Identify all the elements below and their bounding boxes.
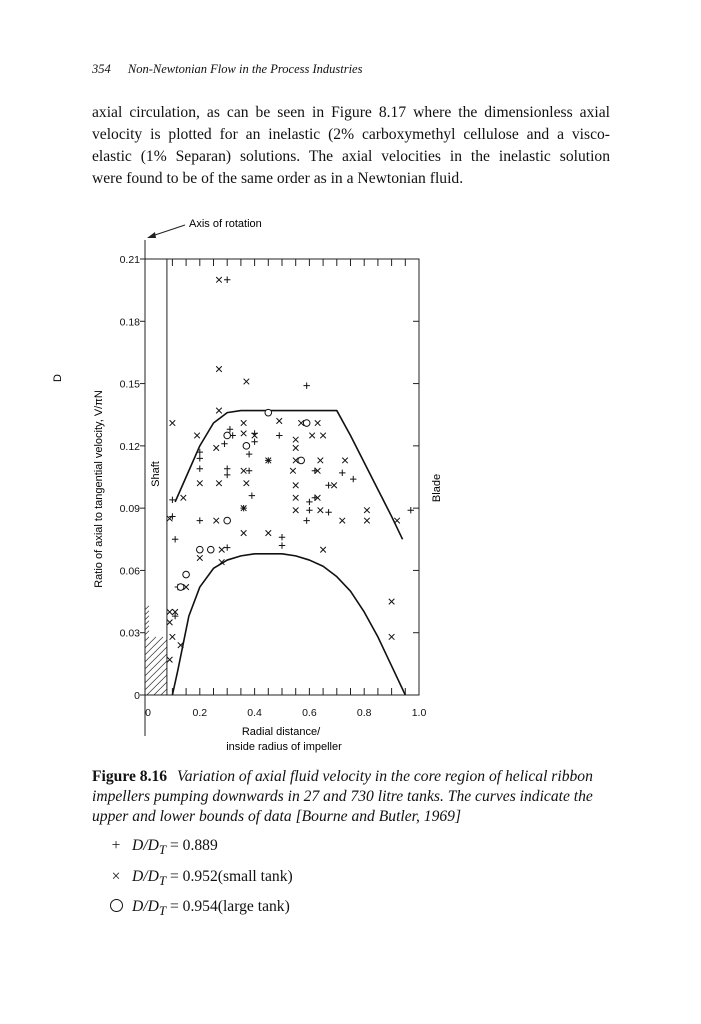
cross-marker: [293, 437, 299, 443]
arrowhead-icon: [147, 232, 156, 238]
cross-marker: [216, 480, 222, 486]
running-header: [92, 62, 362, 77]
hatch-line: [161, 689, 167, 695]
circle-marker: [177, 584, 184, 591]
bound-curve: [172, 554, 405, 695]
hatch-line: [145, 647, 167, 669]
plus-marker: [224, 465, 230, 471]
plus-marker: [224, 472, 230, 478]
figure-caption: [92, 767, 612, 827]
hatch-line: [145, 611, 149, 615]
y-axis-label: Ratio of axial to tangential velocity, V/πN: [93, 390, 105, 588]
blade-label: Blade: [431, 473, 443, 503]
legend-item-circle: [106, 898, 290, 919]
cross-marker: [244, 480, 250, 486]
x-axis-label-line-2: inside radius of impeller: [226, 741, 342, 753]
circle-marker: [224, 517, 231, 524]
x-tick-label: 0.6: [302, 707, 317, 719]
shaft-hatch: [145, 606, 167, 695]
caption-label: Figure 8.16: [92, 768, 168, 785]
hatch-line: [145, 621, 149, 625]
paragraph-line: were found to be of the same order as in a Newtonian fluid.: [92, 170, 464, 187]
hatch-line: [145, 637, 163, 655]
cross-marker: [197, 555, 203, 561]
cross-marker: [293, 483, 299, 489]
cross-marker: [342, 458, 348, 464]
x-axis-label-line-1: Radial distance/: [241, 726, 321, 738]
legend-label: D/D: [132, 898, 159, 915]
circle-marker: [265, 409, 272, 416]
axis-of-rotation-label: Axis of rotation: [189, 218, 262, 230]
plus-icon: +: [111, 837, 121, 854]
cross-marker: [170, 420, 176, 426]
cross-marker: [219, 547, 225, 553]
cross-marker: [339, 518, 345, 524]
body-paragraph: [92, 102, 610, 190]
figure-chart: [0, 200, 701, 760]
hatch-line: [145, 626, 149, 630]
cross-marker: [244, 379, 250, 385]
plus-marker: [303, 517, 309, 523]
cross-marker: [293, 445, 299, 451]
plus-marker: [224, 277, 230, 283]
cross-marker: [309, 433, 315, 439]
plus-marker: [249, 492, 255, 498]
cross-icon: ×: [111, 868, 121, 885]
cross-marker: [389, 634, 395, 640]
legend-subscript: T: [158, 873, 167, 889]
circle-icon: [106, 898, 126, 916]
cross-marker: [216, 408, 222, 414]
cross-marker: [194, 433, 200, 439]
plus-marker: [197, 517, 203, 523]
cross-marker: [170, 634, 176, 640]
cross-marker: [293, 507, 299, 513]
hatch-line: [145, 606, 149, 610]
plus-marker: [276, 432, 282, 438]
y-tick-label: 0: [134, 690, 140, 702]
page-number: 354: [92, 62, 111, 76]
cross-marker: [181, 495, 187, 501]
y-tick-label: 0.03: [119, 627, 140, 640]
bound-curve: [175, 411, 402, 540]
cross-marker: [266, 530, 272, 536]
plus-marker: [251, 439, 257, 445]
y-tick-label: 0.12: [119, 440, 140, 453]
plus-marker: [227, 426, 233, 432]
plus-marker: [325, 482, 331, 488]
cross-marker: [167, 657, 173, 663]
bound-curves: [172, 411, 405, 695]
running-title: Non-Newtonian Flow in the Process Industries: [127, 62, 363, 76]
x-tick-label: 0.8: [356, 707, 372, 719]
data-markers: [167, 277, 414, 663]
legend-value: = 0.954(large tank): [166, 898, 290, 915]
plus-marker: [350, 476, 356, 482]
cross-marker: [315, 420, 321, 426]
y-tick-label: 0.15: [119, 378, 140, 391]
plus-marker: [172, 536, 178, 542]
cross-marker: [320, 547, 326, 553]
hatch-line: [145, 637, 156, 648]
cross-marker: [318, 507, 324, 513]
plus-marker: [169, 497, 175, 503]
paragraph-line: velocity is plotted for an inelastic (2% carboxymethyl cellulose and a visco-: [92, 126, 610, 143]
circle-marker: [303, 420, 310, 427]
hatch-line: [145, 661, 167, 683]
plus-marker: [221, 441, 227, 447]
legend-value: = 0.952(small tank): [166, 868, 293, 885]
plus-marker: [303, 382, 309, 388]
cross-marker: [293, 495, 299, 501]
x-tick-label: 0.4: [247, 707, 262, 719]
cross-marker: [241, 468, 247, 474]
cross-marker: [364, 507, 370, 513]
y-tick-label: 0.18: [119, 316, 140, 329]
plus-marker: [246, 468, 252, 474]
plus-marker: [306, 499, 312, 505]
cross-marker: [364, 518, 370, 524]
cross-marker: [216, 277, 222, 283]
cross-marker: [213, 445, 219, 451]
legend-label: D/D: [132, 868, 159, 885]
y-tick-label: 0.09: [119, 503, 140, 516]
circle-marker: [224, 432, 231, 439]
circle-marker: [197, 546, 204, 553]
plus-marker: [246, 451, 252, 457]
hatch-line: [145, 640, 167, 662]
x-tick-label: 1.0: [411, 707, 427, 719]
cross-marker: [389, 599, 395, 605]
hatch-line: [145, 668, 167, 690]
circle-marker: [207, 546, 214, 553]
plus-marker: [197, 455, 203, 461]
legend-subscript: T: [158, 903, 167, 919]
cross-marker: [167, 609, 173, 615]
cross-marker: [213, 518, 219, 524]
cross-marker: [276, 418, 282, 424]
cross-marker: [241, 420, 247, 426]
y-tick-label: 0.21: [119, 254, 140, 266]
plus-marker: [325, 509, 331, 515]
plus-marker: [306, 507, 312, 513]
x-tick-label: 0.2: [192, 707, 208, 719]
hatch-line: [145, 654, 167, 676]
plus-marker: [279, 534, 285, 540]
legend-label: D/D: [132, 837, 159, 854]
cross-marker: [216, 366, 222, 372]
hatch-line: [145, 631, 149, 635]
cross-marker: [167, 620, 173, 626]
axis-ticks: [140, 259, 419, 695]
cross-marker: [331, 483, 337, 489]
caption-text: Variation of axial fluid velocity in the core region of helical ribbon impellers pumping downwards in 27 and 730 litre tanks. The curves indicate the upper and lower bounds of data [Bourne and Butler, 1969]: [92, 768, 593, 825]
circle-marker: [183, 571, 190, 578]
cross-marker: [290, 468, 296, 474]
circle-marker: [243, 443, 250, 450]
legend-value: = 0.889: [166, 837, 218, 854]
plus-marker: [279, 542, 285, 548]
legend-item-cross: [106, 868, 293, 889]
plus-marker: [224, 544, 230, 550]
paragraph-line: axial circulation, as can be seen in Figure 8.17 where the dimensionless axial: [92, 104, 610, 121]
cross-marker: [320, 433, 326, 439]
cross-marker: [318, 458, 324, 464]
hatch-line: [154, 682, 167, 695]
circle-marker: [298, 457, 305, 464]
hatch-line: [145, 616, 149, 620]
y-tick-label: 0.06: [119, 565, 140, 578]
cross-marker: [241, 530, 247, 536]
plus-marker: [197, 465, 203, 471]
shaft-label: Shaft: [150, 461, 162, 487]
paragraph-line: elastic (1% Separan) solutions. The axial velocities in the inelastic solution: [92, 148, 610, 165]
cross-marker: [394, 518, 400, 524]
legend-subscript: T: [158, 842, 167, 858]
x-tick-label: 0: [145, 707, 151, 719]
plus-marker: [339, 470, 345, 476]
cross-marker: [197, 480, 203, 486]
hatch-line: [145, 637, 149, 641]
tick-labels: [120, 254, 427, 719]
axis-label-arrow-line: [152, 225, 185, 236]
cross-marker: [241, 431, 247, 437]
legend-item-plus: [106, 837, 218, 858]
side-mark: D: [52, 374, 64, 382]
